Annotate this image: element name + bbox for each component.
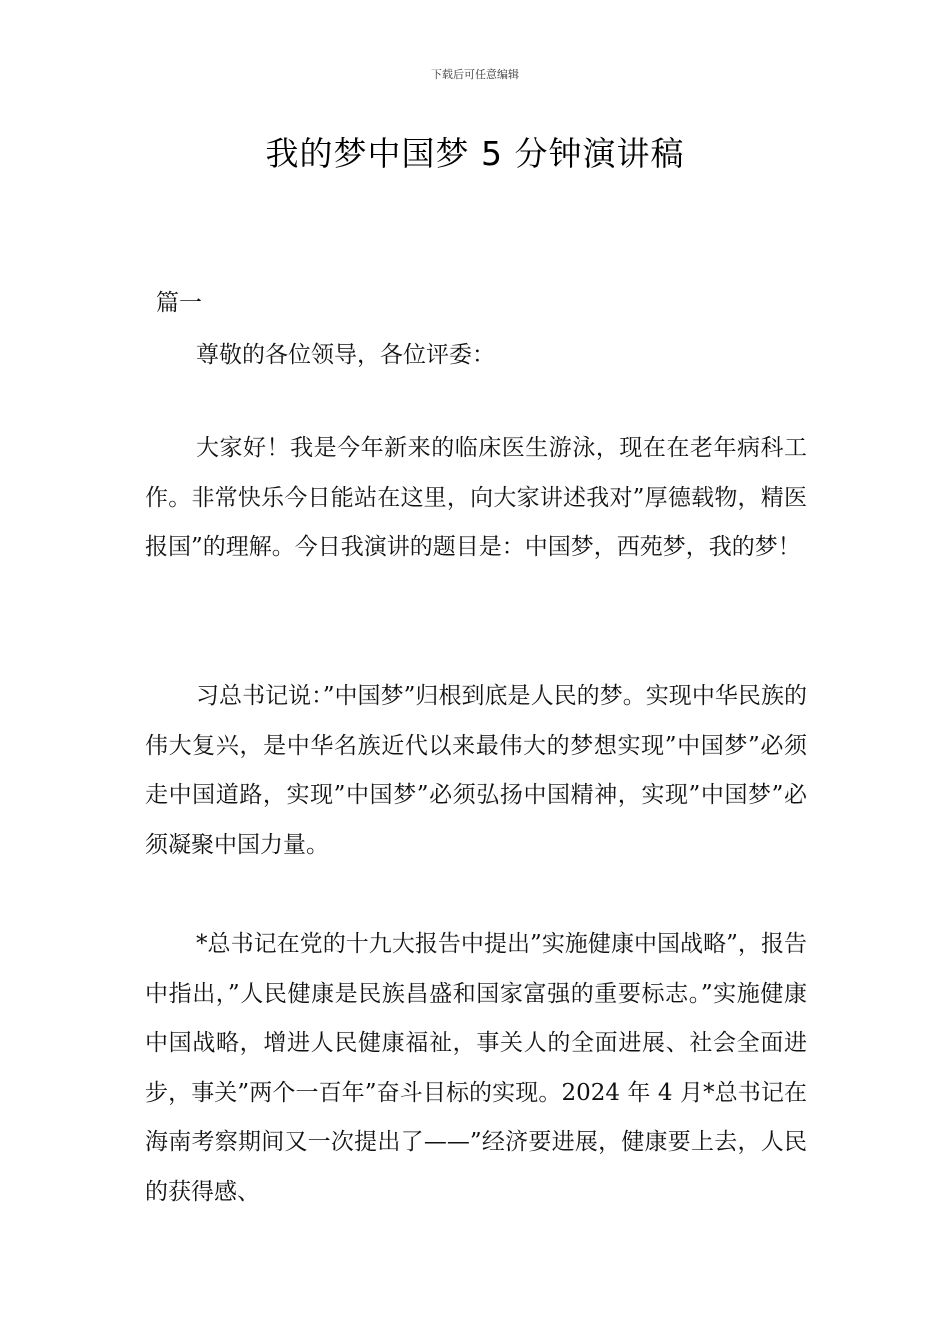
body-paragraph-3: *总书记在党的十九大报告中提出”实施健康中国战略”，报告中指出，”人民健康是民族昌盛和国家富强的重要标志。”实施健康中国战略，增进人民健康福祉，事关人的全面进展、社会全面进步，事关”两个一百年”奋斗目标的实现。2024 年 4 月*总书记在海南考察期间又一次提出了——”经济要进展，健康要上去，人民的获得感、 bbox=[145, 931, 807, 1205]
body-paragraph-2: 习总书记说：”中国梦”归根到底是人民的梦。实现中华民族的伟大复兴，是中华名族近代以来最伟大的梦想实现”中国梦”必须走中国道路，实现”中国梦”必须弘扬中国精神，实现”中国梦”必须凝聚中国力量。 bbox=[145, 683, 807, 858]
body-paragraph-1: 大家好！我是今年新来的临床医生游泳，现在在老年病科工作。非常快乐今日能站在这里，向大家讲述我对”厚德载物，精医报国”的理解。今日我演讲的题目是：中国梦，西苑梦，我的梦！ bbox=[145, 435, 807, 560]
document-title: 我的梦中国梦 5 分钟演讲稿 bbox=[265, 134, 685, 173]
section-label: 篇一 bbox=[156, 290, 202, 316]
salutation: 尊敬的各位领导，各位评委： bbox=[196, 342, 495, 368]
header-note: 下载后可任意编辑 bbox=[431, 68, 519, 81]
